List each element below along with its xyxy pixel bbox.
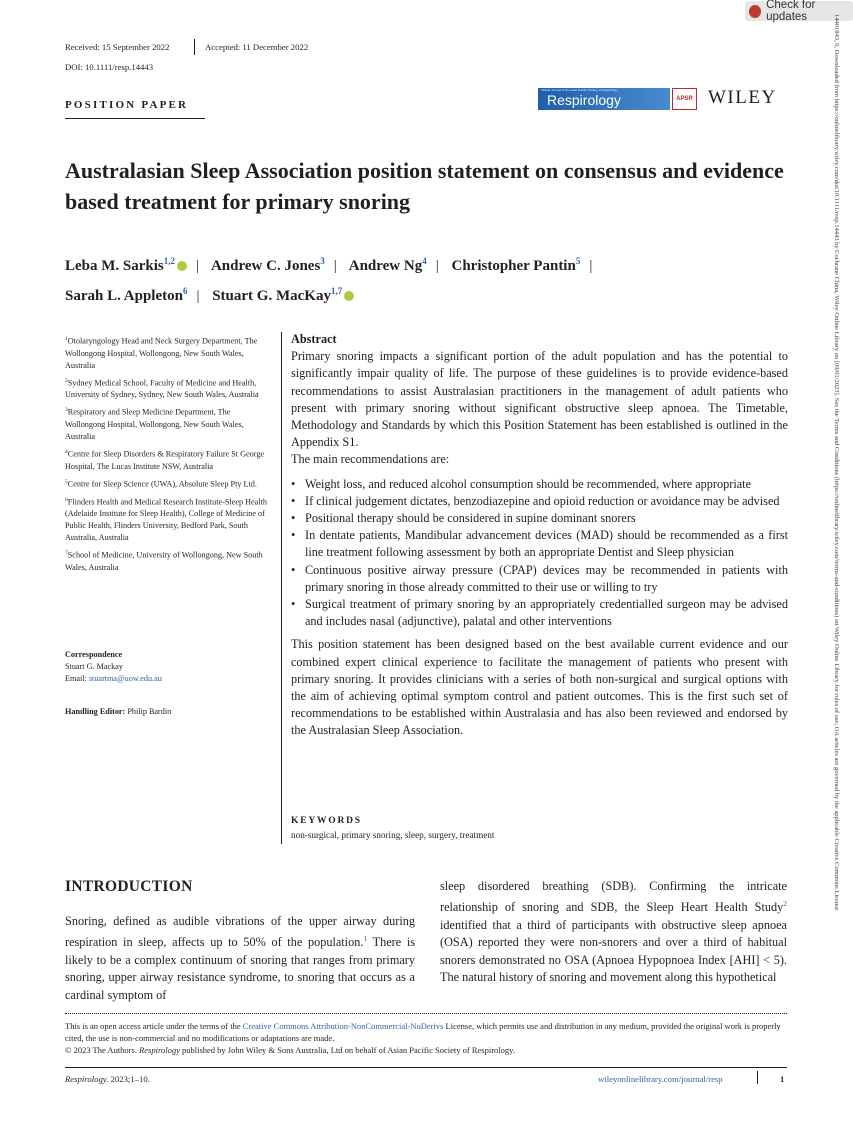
affiliation: $^1$Otolaryngology Head and Neck Surgery Department, The Wollongong Hospital, Wollongong, New South Wales, Australia [65,336,258,370]
abstract-heading: Abstract [291,332,337,346]
orcid-icon[interactable] [344,291,354,301]
list-item: • Weight loss, and reduced alcohol consumption should be recommended, where appropriate [291,476,788,493]
affiliation: $^7$School of Medicine, University of Wollongong, New South Wales, Australia [65,550,263,573]
apsr-logo [672,88,697,110]
section-heading: INTRODUCTION [65,878,193,895]
apsr-label: APSR [676,96,693,102]
affiliations [65,333,270,577]
author[interactable]: Andrew C. Jones [210,258,321,274]
doi: DOI: 10.1111/resp.14443 [65,62,154,72]
author[interactable]: Leba M. Sarkis [65,258,164,274]
affiliation: $^2$Sydney Medical School, Faculty of Medicine and Health, University of Sydney, Sydney, New South Wales, Australia [65,377,259,400]
abstract [291,331,788,740]
journal-subtitle: Official Journal of the Asian Pacific Society of Respirology [541,88,618,92]
citation-link[interactable]: 1 [363,934,368,944]
download-watermark [829,14,843,1104]
recommendation-list [291,476,788,631]
keywords: non-surgical, primary snoring, sleep, surgery, treatment [291,830,495,840]
citation-link[interactable]: 2 [783,899,787,909]
journal-url-link[interactable]: wileyonlinelibrary.com/journal/resp [598,1074,723,1084]
accepted-date: Accepted: 11 December 2022 [205,42,309,52]
handling-editor [65,706,270,718]
abstract-paragraph: This position statement has been designed based on the best available current evidence and our combined expert clinical experience to facilitate the management of patients who present with primary snoring. It provides clinicians with a series of both non-surgical and surgical options with the aim of achieving optimal symptom control and patient outcomes. This is the first such set of recommendations to be established within Australasia and has also been reviewed and endorsed by the Australasian Sleep Association. [291,637,788,738]
correspondence-name: Stuart G. Mackay [65,662,123,671]
footer-rule [65,1067,787,1068]
author[interactable]: Stuart G. MacKay [212,288,331,304]
affiliation: $^3$Respiratory and Sleep Medicine Department, The Wollongong Hospital, Wollongong, New South Wales, Australia [65,407,244,442]
list-item: • Surgical treatment of primary snoring by an appropriately credentialled surgeon may be advised and includes nasal (adjunctive), palatal and other interventions [291,596,788,630]
email-link[interactable]: stuartma@uow.edu.au [88,674,162,683]
correspondence [65,649,270,685]
keywords-heading: KEYWORDS [291,816,362,826]
author-sup: 1,7 [330,286,343,296]
crossmark-icon [749,5,761,18]
publisher-logo: WILEY [708,87,777,108]
body-column-right: sleep disordered breathing (SDB). Confirming the intricate relationship of snoring and SDB, the Sleep Heart Health Study$^2$ identified that a third of participants with obstructive sleep apnoea (OSA) reported they were non-snorers and over a third of habitual snorers demonstrated no OSA (Apnoea Hypopnoea Index [AHI] < 5). The natural history of snoring and movement along this hypothetical [440,879,787,985]
footer-divider [757,1071,758,1084]
article-type: POSITION PAPER [65,99,189,111]
paper-title: Australasian Sleep Association position statement on consensus and evidence based treatment for primary snoring [65,158,784,214]
handling-editor-name: Philip Bardin [127,707,172,716]
list-item: • Positional therapy should be considered in supine dominant snorers [291,510,788,527]
author-list: Leba M. Sarkis$^{1,2}$ | Andrew C. Jones$^3$ | Andrew Ng$^4$ | Christopher Pantin$^5$ | Sarah L. Appleton$^6$ | Stuart G. MacKay$^{1,7}$ [65,256,593,304]
list-item: • In dentate patients, Mandibular advancement devices (MAD) should be recommended as a first line treatment following assessment by both an appropriate Dentist and Sleep physician [291,527,788,561]
abstract-paragraph: Primary snoring impacts a significant portion of the adult population and has the potential to significantly impair quality of life. The purpose of these guidelines is to provide evidence-based recommendations to assist Australasian practitioners in the management of adult patients who present with primary snoring without significant obstructive sleep apnoea. The Timetable, Methodology and Standards by which this Position Statement has been established is outlined in the Appendix S1. [291,349,788,450]
license-note: This is an open access article under the terms of the Creative Commons Attribution-NonCommercial-NoDerivs License, which permits use and distribution in any medium, provided the original work is properly cited, the use is non-commercial and no modifications or adaptations are made. © 2023 The Authors. Respirology published by John Wiley & Sons Australia, Ltd on behalf of Asian Pacific Society of Respirology. [65,1021,781,1056]
check-updates-label: Check for updates [766,0,816,23]
author-sup: 3 [320,256,325,266]
list-item: • Continuous positive airway pressure (CPAP) devices may be recommended in patients with primary snoring in those already committed to their use or willing to try [291,562,788,596]
license-separator [65,1013,787,1014]
correspondence-label: Correspondence [65,650,123,659]
handling-editor-label: Handling Editor: [65,707,126,716]
list-item: • If clinical judgement dictates, benzodiazepine and opioid reduction or avoidance may be advised [291,493,788,510]
affiliation: $^5$Centre for Sleep Science (UWA), Absolute Sleep Pty Ltd. [65,478,257,489]
license-link[interactable]: Creative Commons Attribution-NonCommercial-NoDerivs [242,1021,444,1031]
abstract-lead: The main recommendations are: [291,452,450,467]
author-sup: 5 [575,256,581,266]
journal-name: Respirology [547,92,621,108]
body-column-left: Snoring, defined as audible vibrations of the upper airway during respiration in sleep, affects up to 50% of the population.$^1$ There is likely to be a complex continuum of snoring that ranges from primary snoring, upper airway resistance syndrome, to snoring that occurs as a cardinal symptom of [65,914,415,1002]
orcid-icon[interactable] [177,261,187,271]
download-watermark-text: 14401843, 0, Downloaded from https://onlinelibrary.wiley.com/doi/10.1111/resp.14443 by Cochrane China, Wiley Online Library on [09/01/2023]. See the Terms and Conditions (https://onlinelibrary.wiley.com/terms-and-conditions) on Wiley Online Library for rules of use; OA articles are governed by the applicable Creative Commons License [833,14,840,911]
author-sup: 6 [182,286,188,296]
email-label: Email: [65,674,87,683]
footer-citation: Respirology. 2023;1–10. [65,1074,150,1084]
article-type-rule [65,118,205,119]
abstract-rule [281,332,282,844]
header-divider [194,39,195,55]
author-sup: 1,2 [163,256,176,266]
author[interactable]: Christopher Pantin [451,258,576,274]
affiliation: $^4$Centre for Sleep Disorders & Respiratory Failure St George Hospital, The Lucas Institute NSW, Australia [65,449,265,471]
author[interactable]: Sarah L. Appleton [65,288,183,304]
received-date: Received: 15 September 2022 [65,42,170,52]
author[interactable]: Andrew Ng [348,258,423,274]
author-sup: 4 [422,256,427,266]
affiliation: $^6$Flinders Health and Medical Research Institute-Sleep Health (Adelaide Institute for Sleep Health), College of Medicine of Public Health, Flinders University, Bedford Park, South Australia, Australia [65,496,267,543]
journal-logo [538,88,670,110]
page-number: 1 [780,1074,785,1084]
